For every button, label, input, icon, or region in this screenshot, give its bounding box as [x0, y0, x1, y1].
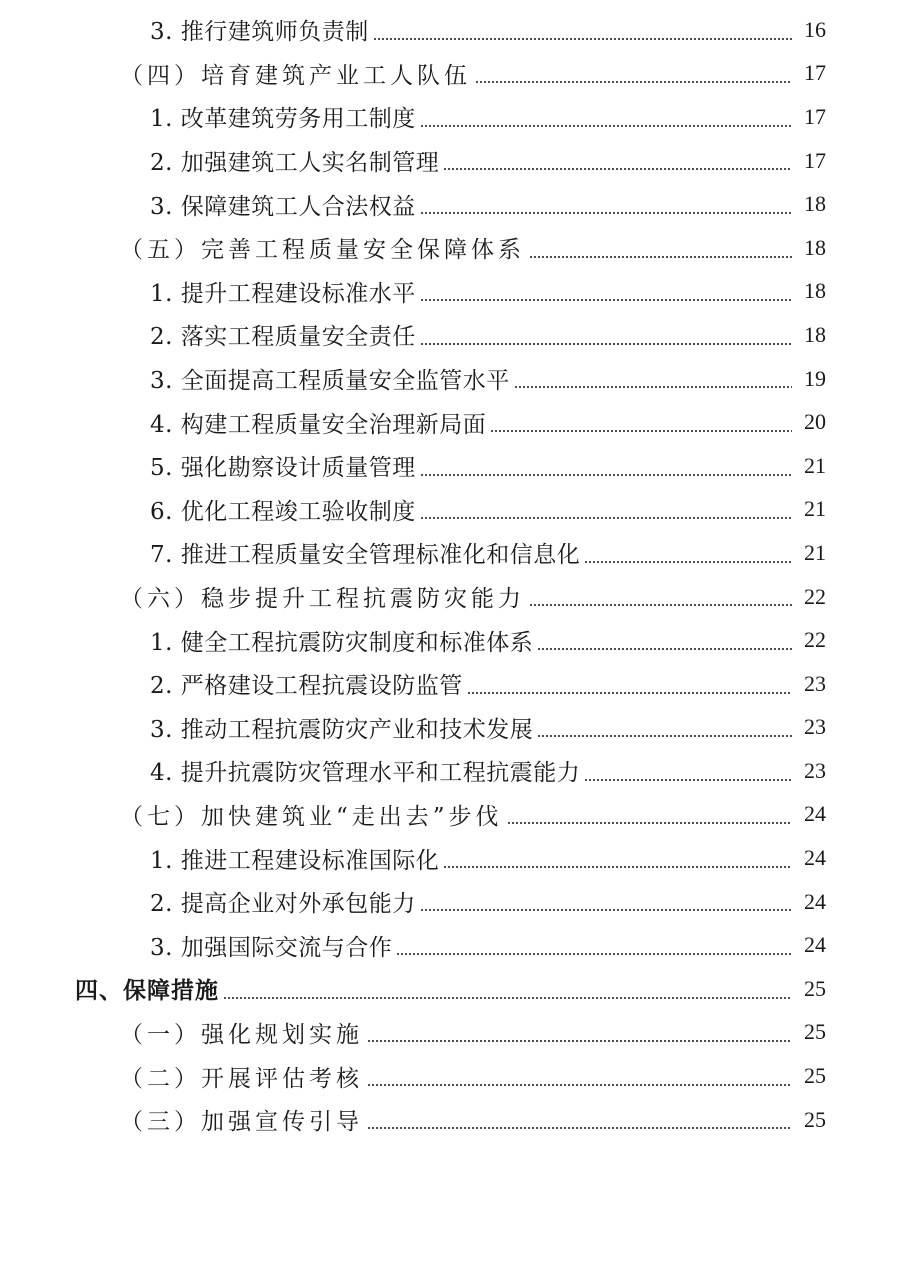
toc-entry-title: 2. 落实工程质量安全责任	[150, 324, 416, 351]
toc-entry[interactable]	[0, 313, 899, 357]
toc-entry-title: 2. 加强建筑工人实名制管理	[150, 150, 440, 177]
toc-entry-title: （四）培育建筑产业工人队伍	[120, 62, 471, 89]
table-of-contents	[0, 8, 899, 1141]
toc-entry[interactable]	[0, 270, 899, 314]
toc-entry[interactable]	[0, 836, 899, 880]
toc-entry-title: 1. 提升工程建设标准水平	[150, 280, 416, 307]
toc-entry[interactable]	[0, 357, 899, 401]
toc-entry-page: 23	[804, 714, 826, 740]
toc-leader-dots	[443, 855, 792, 869]
toc-entry-title: 1. 推进工程建设标准国际化	[150, 847, 440, 874]
toc-entry-page: 24	[804, 932, 826, 958]
toc-entry-title: 4. 提升抗震防灾管理水平和工程抗震能力	[150, 760, 581, 787]
toc-leader-dots	[420, 288, 792, 302]
toc-entry-page: 19	[804, 365, 826, 391]
toc-entry[interactable]	[0, 880, 899, 924]
toc-leader-dots	[396, 942, 792, 956]
toc-leader-dots	[420, 201, 792, 215]
toc-entry-title: 四、保障措施	[75, 977, 219, 1005]
toc-leader-dots	[367, 1029, 792, 1043]
toc-entry-page: 18	[804, 321, 826, 347]
toc-leader-dots	[443, 157, 792, 171]
toc-entry-page: 18	[804, 234, 826, 260]
toc-entry-title: 1. 改革建筑劳务用工制度	[150, 106, 416, 133]
toc-entry-page: 17	[804, 60, 826, 86]
toc-entry-page: 18	[804, 191, 826, 217]
toc-leader-dots	[507, 811, 792, 825]
toc-entry[interactable]	[0, 749, 899, 793]
toc-leader-dots	[467, 681, 792, 695]
toc-section[interactable]	[0, 575, 899, 619]
toc-entry-page: 24	[804, 801, 826, 827]
toc-entry-title: 4. 构建工程质量安全治理新局面	[150, 411, 487, 438]
toc-entry-page: 25	[804, 1063, 826, 1089]
toc-entry-title: 2. 提高企业对外承包能力	[150, 891, 416, 918]
toc-entry-page: 24	[804, 888, 826, 914]
toc-section[interactable]	[0, 1011, 899, 1055]
toc-entry-page: 21	[804, 452, 826, 478]
toc-entry[interactable]	[0, 444, 899, 488]
toc-leader-dots	[420, 332, 792, 346]
toc-section[interactable]	[0, 52, 899, 96]
toc-entry[interactable]	[0, 139, 899, 183]
toc-leader-dots	[584, 550, 792, 564]
toc-entry-page: 17	[804, 147, 826, 173]
toc-leader-dots	[529, 245, 792, 259]
toc-entry-title: （七）加快建筑业“走出去”步伐	[120, 803, 503, 830]
toc-entry-page: 25	[804, 975, 826, 1001]
toc-entry-page: 17	[804, 103, 826, 129]
toc-entry[interactable]	[0, 95, 899, 139]
toc-entry-page: 22	[804, 583, 826, 609]
toc-leader-dots	[420, 898, 792, 912]
toc-entry-page: 20	[804, 409, 826, 435]
toc-entry-title: （三）加强宣传引导	[120, 1109, 363, 1136]
toc-entry-title: 3. 推动工程抗震防灾产业和技术发展	[150, 716, 534, 743]
toc-entry-page: 22	[804, 627, 826, 653]
toc-entry-title: 5. 强化勘察设计质量管理	[150, 455, 416, 482]
toc-entry-title: （五）完善工程质量安全保障体系	[120, 237, 525, 264]
toc-leader-dots	[367, 1073, 792, 1087]
toc-section[interactable]	[0, 793, 899, 837]
toc-entry-page: 24	[804, 845, 826, 871]
toc-leader-dots	[373, 27, 792, 41]
toc-section[interactable]	[0, 226, 899, 270]
toc-leader-dots	[537, 724, 792, 738]
toc-entry-page: 18	[804, 278, 826, 304]
toc-leader-dots	[514, 375, 792, 389]
toc-entry[interactable]	[0, 182, 899, 226]
toc-entry-title: 7. 推进工程质量安全管理标准化和信息化	[150, 542, 581, 569]
toc-section[interactable]	[0, 1098, 899, 1142]
toc-leader-dots	[490, 419, 792, 433]
toc-leader-dots	[420, 463, 792, 477]
toc-leader-dots	[584, 768, 792, 782]
toc-entry-title: （六）稳步提升工程抗震防灾能力	[120, 586, 525, 613]
toc-entry[interactable]	[0, 488, 899, 532]
toc-section[interactable]	[0, 1054, 899, 1098]
toc-entry-page: 23	[804, 670, 826, 696]
toc-entry-title: 1. 健全工程抗震防灾制度和标准体系	[150, 629, 534, 656]
toc-leader-dots	[420, 506, 792, 520]
toc-entry[interactable]	[0, 8, 899, 52]
toc-entry[interactable]	[0, 923, 899, 967]
toc-leader-dots	[420, 114, 792, 128]
toc-entry-page: 16	[804, 16, 826, 42]
toc-entry[interactable]	[0, 618, 899, 662]
toc-entry[interactable]	[0, 706, 899, 750]
toc-entry[interactable]	[0, 662, 899, 706]
toc-entry-page: 21	[804, 539, 826, 565]
toc-leader-dots	[537, 637, 792, 651]
toc-entry-page: 25	[804, 1019, 826, 1045]
toc-entry-title: （二）开展评估考核	[120, 1065, 363, 1092]
toc-entry-title: 3. 加强国际交流与合作	[150, 934, 393, 961]
toc-entry-title: 2. 严格建设工程抗震设防监管	[150, 673, 463, 700]
toc-entry-page: 25	[804, 1106, 826, 1132]
toc-leader-dots	[367, 1116, 792, 1130]
toc-leader-dots	[529, 593, 792, 607]
toc-entry[interactable]	[0, 400, 899, 444]
toc-entry-title: （一）强化规划实施	[120, 1021, 363, 1048]
toc-entry-title: 3. 全面提高工程质量安全监管水平	[150, 368, 510, 395]
toc-leader-dots	[475, 70, 792, 84]
toc-entry-title: 3. 推行建筑师负责制	[150, 19, 369, 46]
toc-entry-page: 23	[804, 757, 826, 783]
toc-entry-page: 21	[804, 496, 826, 522]
toc-entry-title: 6. 优化工程竣工验收制度	[150, 498, 416, 525]
toc-chapter[interactable]	[0, 967, 899, 1011]
toc-entry[interactable]	[0, 531, 899, 575]
toc-entry-title: 3. 保障建筑工人合法权益	[150, 193, 416, 220]
toc-leader-dots	[223, 986, 792, 1000]
